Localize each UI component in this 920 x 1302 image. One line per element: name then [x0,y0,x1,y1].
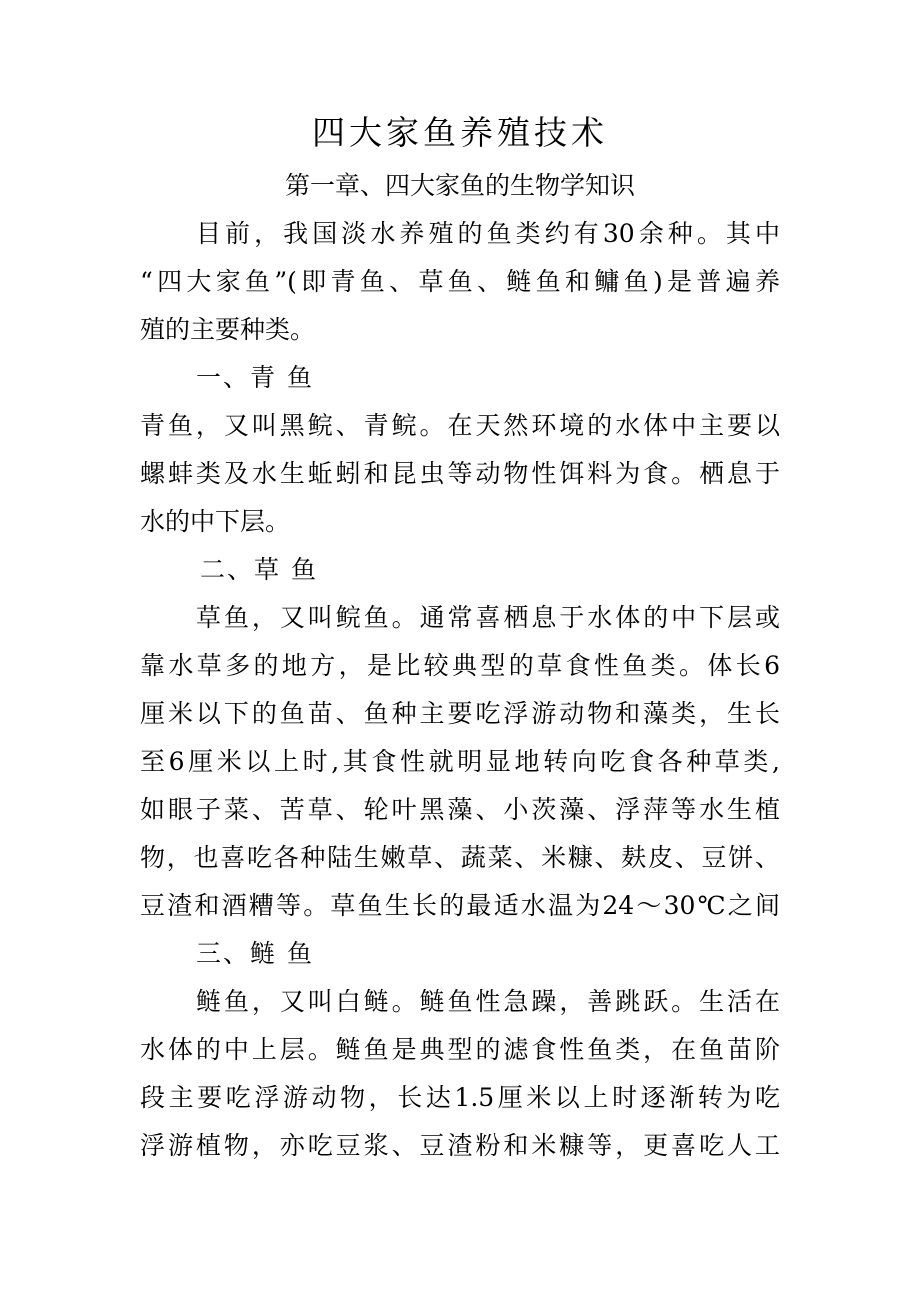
body-line: 浮游植物，亦吃豆浆、豆渣粉和米糠等，更喜吃人工 [140,1131,780,1160]
body-line: 青鱼，又叫黑鲩、青鲩。在天然环境的水体中主要以 [140,411,780,440]
intro-line: 目前，我国淡水养殖的鱼类约有30余种。其中 [196,219,780,248]
body-line: 段主要吃浮游动物，长达1.5厘米以上时逐渐转为吃 [140,1083,780,1112]
body-line: 如眼子菜、苦草、轮叶黑藻、小茨藻、浮萍等水生植 [140,795,780,824]
section-heading-lianyu: 三、鲢 鱼 [196,939,314,968]
body-line: 水的中下层。 [140,507,291,536]
body-line: 至6厘米以上时,其食性就明显地转向吃食各种草类, [140,747,780,776]
intro-line: 殖的主要种类。 [140,315,316,344]
body-line: 厘米以下的鱼苗、鱼种主要吃浮游动物和藻类，生长 [140,699,780,728]
body-line: 水体的中上层。鲢鱼是典型的滤食性鱼类，在鱼苗阶 [140,1035,780,1064]
body-line: 草鱼，又叫鲩鱼。通常喜栖息于水体的中下层或 [196,603,780,632]
document-title: 四大家鱼养殖技术 [312,113,608,152]
body-line: 豆渣和酒糟等。草鱼生长的最适水温为24～30℃之间 [140,891,780,920]
body-line: 物，也喜吃各种陆生嫩草、蔬菜、米糠、麸皮、豆饼、 [140,843,780,872]
body-line: 螺蚌类及水生蚯蚓和昆虫等动物性饵料为食。栖息于 [140,459,780,488]
body-line: 靠水草多的地方，是比较典型的草食性鱼类。体长6 [140,651,780,680]
body-line: 鲢鱼，又叫白鲢。鲢鱼性急躁，善跳跃。生活在 [196,987,780,1016]
section-heading-qingyu: 一、青 鱼 [196,363,314,392]
chapter-title: 第一章、四大家鱼的生物学知识 [284,171,635,200]
section-heading-caoyu: 二、草 鱼 [200,555,318,584]
intro-line: “四大家鱼”(即青鱼、草鱼、鲢鱼和鳙鱼)是普遍养 [140,267,780,296]
